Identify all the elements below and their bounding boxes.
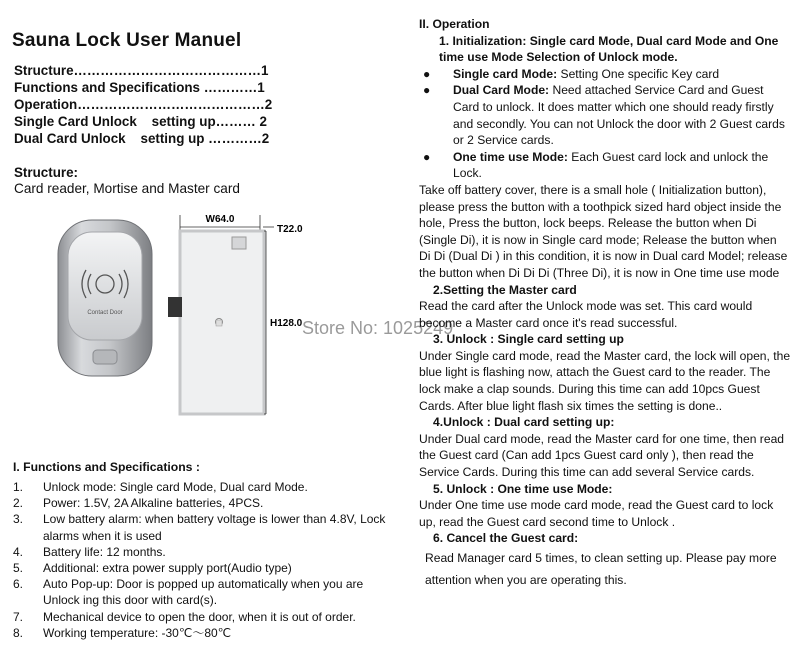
item-text: Unlock mode: Single card Mode, Dual card Mode.: [43, 480, 308, 494]
list-item: [13, 511, 393, 543]
item-text: Working temperature: -30℃～80℃: [43, 625, 232, 640]
document-title: Sauna Lock User Manuel: [12, 30, 242, 51]
section-heading: 3. Unlock : Single card setting up: [433, 332, 624, 347]
bullet-label: Single card Mode:: [453, 66, 558, 81]
bullet-text: Setting One specific Key card: [557, 66, 720, 81]
thickness-dimension: T22.0: [277, 224, 303, 235]
store-watermark: Store No: 1025249: [302, 318, 454, 338]
operation-section: [419, 16, 791, 591]
structure-text: Card reader, Mortise and Master card: [14, 181, 240, 196]
bullet-icon: ●: [423, 149, 431, 164]
item-number: 3.: [13, 512, 24, 527]
bullet-icon: ●: [423, 66, 431, 81]
bullet-label: Dual Card Mode:: [453, 83, 550, 98]
list-item: [13, 560, 393, 576]
item-number: 8.: [13, 625, 24, 640]
list-item: [13, 609, 393, 625]
card-reader-image: [55, 218, 155, 380]
section-text: Read the card after the Unlock mode was set. This card would become a Master card once it's read successful.: [419, 299, 753, 330]
toc-entry: Dual Card Unlock setting up …………2: [14, 131, 270, 146]
list-item: [13, 576, 393, 608]
section-heading: 6. Cancel the Guest card:: [433, 531, 579, 546]
section-heading: 5. Unlock : One time use Mode:: [433, 481, 613, 496]
list-item: [13, 495, 393, 511]
toc-entry: Single Card Unlock setting up……… 2: [14, 114, 267, 129]
item-text: Auto Pop-up: Door is popped up automatically when you are Unlock ing this door with card(s).: [43, 577, 364, 608]
section-heading: 4.Unlock : Dual card setting up:: [433, 415, 615, 430]
bullet-icon: ●: [423, 83, 431, 98]
item-text: Battery life: 12 months.: [43, 544, 166, 559]
list-item: [419, 149, 791, 182]
item-text: Power: 1.5V, 2A Alkaline batteries, 4PCS.: [43, 496, 264, 511]
functions-list: [13, 479, 393, 641]
section-heading: 2.Setting the Master card: [433, 282, 577, 297]
item-number: 4.: [13, 544, 24, 559]
toc-entry: Operation……………………………………2: [14, 97, 273, 112]
structure-heading: Structure:: [14, 165, 78, 180]
operation-heading: II. Operation: [419, 17, 490, 31]
section-text: Read Manager card 5 times, to clean setting up. Please pay more attention when you are operating this.: [425, 551, 777, 587]
toc-entry: Functions and Specifications …………1: [14, 80, 265, 95]
height-dimension: H128.0: [270, 318, 303, 329]
list-item: [13, 544, 393, 560]
item-number: 7.: [13, 609, 24, 624]
section-text: Under One time use mode card mode, read the Guest card to lock up, read the Guest card second time to Unlock .: [419, 498, 774, 529]
item-text: Mechanical device to open the door, when it is out of order.: [43, 609, 356, 624]
initialization-heading: 1. Initialization: Single card Mode, Dual card Mode and One time use Mode Selection of Unlock mode.: [439, 33, 779, 65]
list-item: [13, 625, 393, 641]
list-item: [419, 82, 791, 148]
functions-heading: I. Functions and Specifications :: [13, 460, 200, 474]
table-of-contents: [14, 62, 314, 147]
section-text: Under Single card mode, read the Master card, the lock will open, the blue light is flashing now, attach the Guest card to the reader. The lock make a clap sounds. During this time can add 10pcs Guest Cards. After blue light flash six times the setting is done..: [419, 348, 791, 413]
mortise-drawing: [160, 203, 310, 418]
width-dimension: W64.0: [205, 214, 235, 225]
item-number: 2.: [13, 496, 24, 511]
item-text: Low battery alarm: when battery voltage is lower than 4.8V, Lock alarms when it is used: [43, 512, 386, 543]
bullet-label: One time use Mode:: [453, 149, 568, 164]
item-number: 6.: [13, 577, 24, 592]
bullet-text: Need attached Service Card and Guest Card to unlock. It does matter which one should ready firstly and secondly. You can not Unlock the door with 2 Guest cards or 2 Service cards.: [453, 83, 785, 148]
list-item: [13, 479, 393, 495]
bullet-text: Each Guest card lock and unlock the Lock.: [453, 149, 769, 181]
section-text: Under Dual card mode, read the Master card for one time, then read the Guest card (Can add 1pcs Guest card only ), then read the Service Cards. During this time can add several Service cards.: [419, 431, 785, 480]
item-number: 1.: [13, 480, 24, 494]
initialization-text: Take off battery cover, there is a small hole ( Initialization button), please press the button with a toothpick sized hard object inside the hole, Press the button, lock beeps. Release the button when Di (Single Di), it is now in Single card mode; Release the button when Di Di (Dual Di ) in this condition, it is now in Dual card Model; release the button when Di Di Di (Three Di), it is now in One time use mode: [419, 182, 788, 280]
toc-entry: Structure……………………………………1: [14, 63, 269, 78]
item-text: Additional: extra power supply port(Audio type): [43, 561, 292, 576]
lock-brand-label: Contact Door: [87, 310, 123, 316]
item-number: 5.: [13, 561, 24, 576]
list-item: [419, 66, 791, 83]
